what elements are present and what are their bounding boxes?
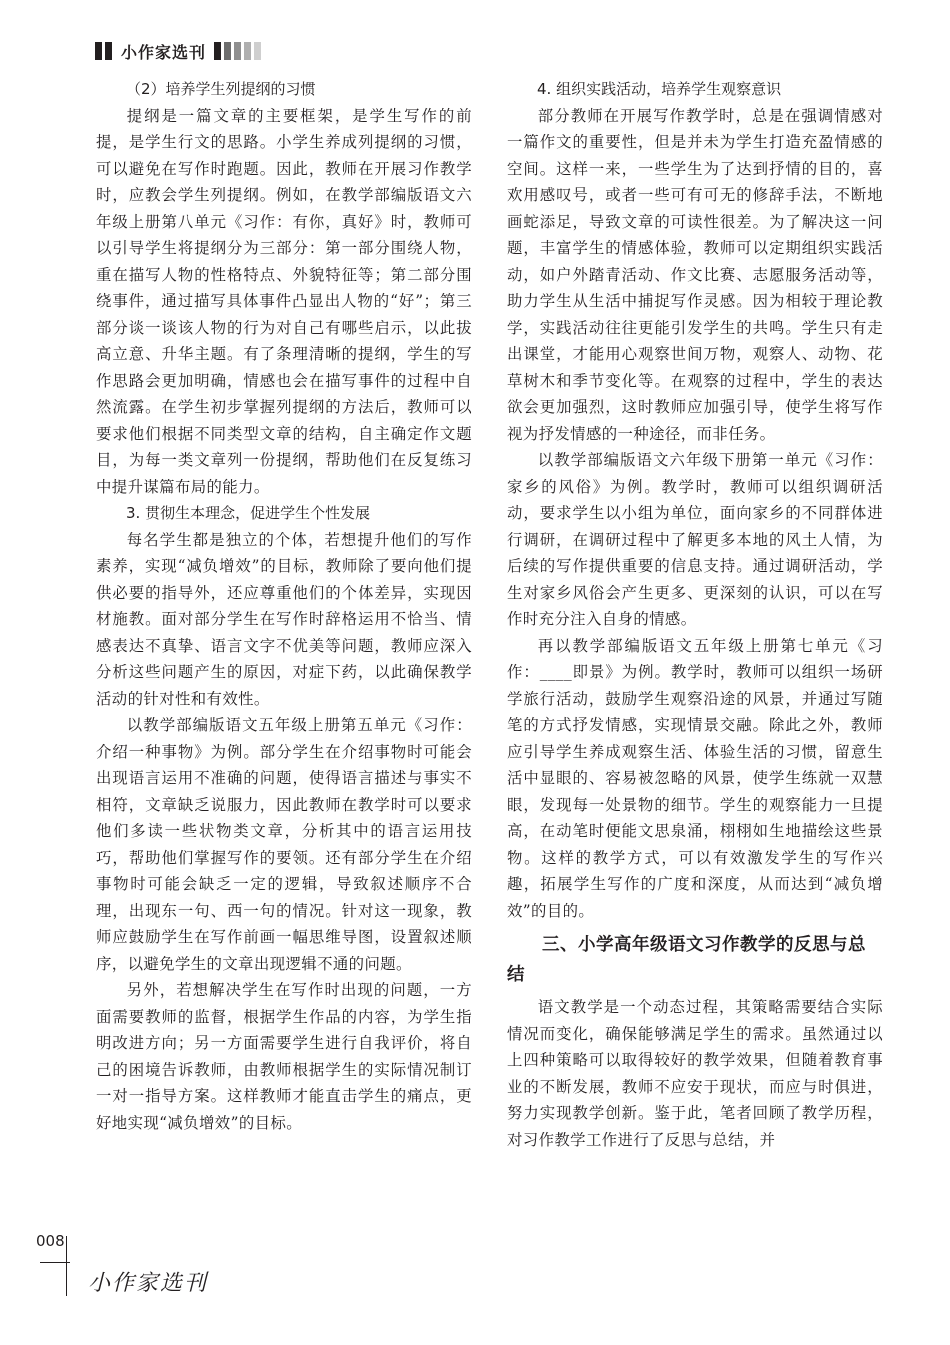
footer-divider	[40, 1262, 70, 1263]
footer-divider	[66, 1236, 67, 1296]
left-column	[96, 76, 472, 1136]
paragraph: 再以教学部编版语文五年级上册第七单元《习作：____即景》为例。教学时，教师可以组织一场研学旅行活动，鼓励学生观察沿途的风景，并通过写随笔的方式抒发情感，实现情景交融。除此之外，教师应引导学生养成观察生活、体验生活的习惯，留意生活中显眼的、容易被忽略的风景，使学生练就一双慧眼，发现每一处景物的细节。学生的观察能力一旦提高，在动笔时便能文思泉涌，栩栩如生地描绘这些景物。这样的教学方式，可以有效激发学生的写作兴趣，拓展学生写作的广度和深度，从而达到“减负增效”的目的。	[507, 636, 883, 920]
subsection-heading: （2）培养学生列提纲的习惯	[126, 80, 316, 98]
paragraph: 以教学部编版语文五年级上册第五单元《习作：介绍一种事物》为例。部分学生在介绍事物时可能会出现语言运用不准确的问题，使得语言描述与事实不相符，文章缺乏说服力，因此教师在教学时可以要求他们多读一些状物类文章，分析其中的语言运用技巧，帮助他们掌握写作的要领。还有部分学生在介绍事物时可能会缺乏一定的逻辑，导致叙述顺序不合理，出现东一句、西一句的情况。针对这一现象，教师应鼓励学生在写作前画一幅思维导图，设置叙述顺序，以避免学生的文章出现逻辑不通的问题。	[96, 716, 472, 973]
paragraph: 提纲是一篇文章的主要框架，是学生写作的前提，是学生行文的思路。小学生养成列提纲的习惯，可以避免在写作时跑题。因此，教师在开展习作教学时，应教会学生列提纲。例如，在教学部编版语文六年级上册第八单元《习作：有你，真好》时，教师可以引导学生将提纲分为三部分：第一部分围绕人物，重在描写人物的性格特点、外貌特征等；第二部分围绕事件，通过描写具体事件凸显出人物的“好”；第三部分谈一谈该人物的行为对自己有哪些启示，以此拔高立意、升华主题。有了条理清晰的提纲，学生的写作思路会更加明确，情感也会在描写事件的过程中自然流露。在学生初步掌握列提纲的方法后，教师可以要求他们根据不同类型文章的结构，自主确定作文题目，为每一类文章列一份提纲，帮助他们在反复练习中提升谋篇布局的能力。	[96, 106, 472, 496]
header-bar-decoration	[224, 42, 231, 60]
running-header	[95, 38, 264, 64]
header-bar-decoration	[95, 42, 102, 60]
section-heading: 4. 组织实践活动，培养学生观察意识	[537, 80, 782, 98]
paragraph: 每名学生都是独立的个体，若想提升他们的写作素养，实现“减负增效”的目标，教师除了要向他们提供必要的指导外，还应尊重他们的个体差异，实现因材施教。面对部分学生在写作时辞格运用不恰当、情感表达不真挚、语言文字不优美等问题，教师应深入分析这些问题产生的原因，对症下药，以此确保教学活动的针对性和有效性。	[96, 530, 472, 708]
header-bar-decoration	[254, 42, 261, 60]
paragraph: 另外，若想解决学生在写作时出现的问题，一方面需要教师的监督，根据学生作品的内容，为学生指明改进方向；另一方面需要学生进行自我评价，将自己的困境告诉教师，由教师根据学生的实际情况制订一对一指导方案。这样教师才能直击学生的痛点，更好地实现“减负增效”的目标。	[96, 981, 472, 1132]
paragraph: 以教学部编版语文六年级下册第一单元《习作：家乡的风俗》为例。教学时，教师可以组织调研活动，要求学生以小组为单位，面向家乡的不同群体进行调研，在调研过程中了解更多本地的风土人情，为后续的写作提供重要的信息支持。通过调研活动，学生对家乡风俗会产生更多、更深刻的认识，可以在写作时充分注入自身的情感。	[507, 451, 883, 628]
header-bar-decoration	[214, 42, 221, 60]
journal-title: 小作家选刊	[121, 42, 207, 62]
section-heading: 3. 贯彻生本理念，促进学生个性发展	[126, 504, 371, 522]
page-number: 008	[36, 1232, 65, 1250]
paragraph: 部分教师在开展写作教学时，总是在强调情感对一篇作文的重要性，但是并未为学生打造充盈情感的空间。这样一来，一些学生为了达到抒情的目的，喜欢用感叹号，或者一些可有可无的修辞手法，不断地画蛇添足，导致文章的可读性很差。为了解决这一问题，丰富学生的情感体验，教师可以定期组织实践活动，如户外踏青活动、作文比赛、志愿服务活动等，助力学生从生活中捕捉写作灵感。因为相较于理论教学，实践活动往往更能引发学生的共鸣。学生只有走出课堂，才能用心观察世间万物，观察人、动物、花草树木和季节变化等。在观察的过程中，学生的表达欲会更加强烈，这时教师应加强引导，使学生将写作视为抒发情感的一种途径，而非任务。	[507, 106, 883, 443]
right-column	[507, 76, 883, 1153]
footer-logo: 小作家选刊	[88, 1271, 209, 1296]
chapter-heading: 三、小学高年级语文习作教学的反思与总结	[507, 935, 866, 985]
header-bar-decoration	[105, 42, 112, 60]
paragraph: 语文教学是一个动态过程，其策略需要结合实际情况而变化，确保能够满足学生的需求。虽然通过以上四种策略可以取得较好的教学效果，但随着教育事业的不断发展，教师不应安于现状，而应与时俱进，努力实现教学创新。鉴于此，笔者回顾了教学历程，对习作教学工作进行了反思与总结，并	[507, 998, 883, 1149]
header-bar-decoration	[244, 42, 251, 60]
header-bar-decoration	[234, 42, 241, 60]
